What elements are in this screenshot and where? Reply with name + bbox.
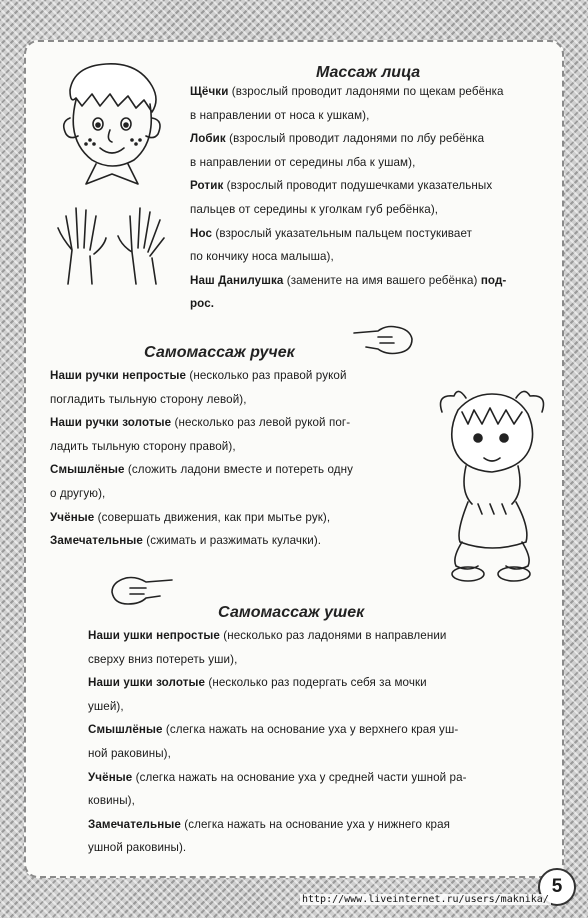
text-line [88, 813, 558, 837]
text-run: ной раковины), [88, 746, 171, 760]
bold-phrase: под- [480, 273, 507, 287]
bold-phrase: Наш Данилушка [190, 273, 284, 287]
text-line [88, 718, 558, 742]
ears-massage-text [88, 624, 558, 860]
text-run: по кончику носа малыша), [190, 250, 334, 264]
text-run: (замените на имя вашего ребёнка) [283, 273, 481, 287]
text-line [50, 364, 430, 388]
text-line [190, 222, 560, 246]
face-massage-title: Массаж лица [316, 64, 421, 81]
text-line [88, 671, 558, 695]
text-line [50, 506, 430, 530]
text-run: в направлении от середины лба к ушам), [190, 155, 416, 169]
bold-phrase: Учёные [50, 510, 95, 524]
text-line [50, 529, 430, 553]
bold-phrase: Наши ушки золотые [88, 676, 206, 690]
text-run: (несколько раз левой рукой пог- [171, 416, 351, 430]
text-run: (несколько раз ладонями в направлении [219, 629, 447, 642]
text-run: о другую), [50, 486, 106, 500]
text-run: (совершать движения, как при мытье рук), [94, 510, 331, 524]
text-run: (взрослый проводит ладонями по щекам ребёнка [228, 85, 504, 98]
text-run: сверху вниз потереть уши), [88, 652, 238, 666]
text-run: (сжимать и разжимать кулачки). [142, 534, 322, 548]
text-run: (взрослый проводит ладонями по лбу ребёнка [225, 132, 485, 146]
ears-massage-title: Самомассаж ушек [218, 604, 365, 621]
text-run: (слегка нажать на основание уха у средней части ушной ра- [132, 770, 467, 784]
text-line [190, 151, 560, 175]
watermark-url[interactable]: http://www.liveinternet.ru/users/maknika/ [302, 894, 549, 905]
text-line [88, 789, 558, 813]
text-line [190, 104, 560, 128]
text-run: (взрослый указательным пальцем постукивает [212, 226, 473, 240]
text-run: ладить тыльную сторону правой), [50, 439, 236, 453]
text-line [190, 269, 560, 293]
text-run: в направлении от носа к ушкам), [190, 108, 370, 122]
text-line [190, 80, 560, 104]
text-run: (слегка нажать на основание уха у верхнего края уш- [162, 723, 459, 737]
bold-phrase: Нос [190, 226, 213, 240]
text-line [190, 292, 560, 316]
bold-phrase: Замечательные [88, 817, 181, 831]
text-line [50, 435, 430, 459]
text-line [88, 836, 558, 860]
bold-phrase: Наши ушки непростые [88, 629, 220, 642]
text-line [50, 388, 430, 412]
text-run: ушной раковины). [88, 841, 187, 855]
text-line [50, 411, 430, 435]
bold-phrase: Ротик [190, 179, 224, 193]
text-line [190, 127, 560, 151]
text-run: (несколько раз подергать себя за мочки [205, 676, 427, 690]
bold-phrase: Щёчки [190, 85, 229, 98]
text-line [88, 648, 558, 672]
bold-phrase: Учёные [88, 770, 133, 784]
text-line [50, 482, 430, 506]
text-run: погладить тыльную сторону левой), [50, 392, 247, 406]
text-line [88, 766, 558, 790]
text-run: ушей), [88, 699, 124, 713]
text-line [88, 624, 558, 648]
bold-phrase: Лобик [190, 132, 226, 146]
text-run: (слегка нажать на основание уха у нижнего края [180, 817, 451, 831]
bold-phrase: Смышлёные [88, 723, 163, 737]
text-line [50, 458, 430, 482]
girl-illustration [432, 382, 552, 592]
text-line [88, 742, 558, 766]
text-run: (сложить ладони вместе и потереть одну [124, 463, 354, 477]
text-line [190, 245, 560, 269]
hands-massage-text [50, 364, 430, 553]
face-massage-text [190, 80, 560, 316]
text-line [190, 174, 560, 198]
bold-phrase: Наши ручки непростые [50, 369, 187, 382]
bold-phrase: Замечательные [50, 534, 143, 548]
pointing-hand-right-illustration [352, 323, 414, 357]
hands-massage-title: Самомассаж ручек [144, 344, 295, 361]
bold-phrase: Смышлёные [50, 463, 125, 477]
text-line [190, 198, 560, 222]
pointing-hand-left-illustration [108, 572, 174, 608]
bold-phrase: Наши ручки золотые [50, 416, 172, 430]
text-run: ковины), [88, 794, 135, 808]
text-run: (взрослый проводит подушечками указательных [223, 179, 493, 193]
text-line [88, 695, 558, 719]
boy-illustration [56, 60, 176, 190]
page-number: 5 [538, 868, 576, 906]
hands-illustration [52, 198, 172, 288]
text-run: пальцев от середины к уголкам губ ребёнка), [190, 202, 439, 216]
text-run: (несколько раз правой рукой [186, 369, 347, 382]
bold-phrase: рос. [190, 297, 215, 311]
